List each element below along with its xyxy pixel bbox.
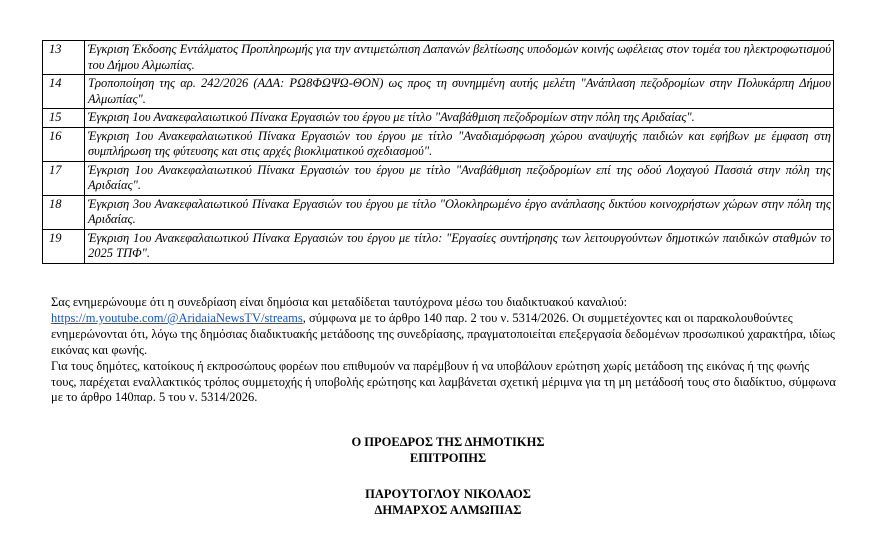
agenda-item-text: Έγκριση 1ου Ανακεφαλαιωτικού Πίνακα Εργασιών του έργου με τίτλο: "Εργασίες συντήρησης των λειτουργούντων δημοτικών παιδικών σταθμών το 2025 ΤΠΦ". [85, 229, 834, 263]
agenda-item-text: Τροποποίηση της αρ. 242/2026 (ΑΔΑ: ΡΩ8ΦΩΨΩ-ΘΟΝ) ως προς τη συνημμένη αυτής μελέτη "Ανάπλαση πεζοδρομίων στην Πολυκάρπη Δήμου Αλμωπίας". [85, 75, 834, 109]
agenda-item-text: Έγκριση Έκδοσης Εντάλματος Προπληρωμής για την αντιμετώπιση Δαπανών βελτίωσης υποδομών κοινής ωφέλειας στον τομέα του ηλεκτροφωτισμού του Δήμου Αλμωπίας. [85, 41, 834, 75]
alternative-participation-paragraph: Για τους δημότες, κατοίκους ή εκπροσώπους φορέων που επιθυμούν να παρέμβουν ή να υποβάλουν ερώτηση χωρίς μετάδοση της εικόνας ή της φωνής τους, παρέχεται εναλλακτικός τρόπος συμμετοχής ή υποβολής ερώτησης και λαμβάνεται σχετική μέριμνα για τη μη μετάδοσή τους στο διαδίκτυο, σύμφωνα με το άρθρο 140παρ. 5 του ν. 5314/2026. [51, 358, 836, 405]
agenda-item-number: 19 [43, 229, 85, 263]
signatory-block [0, 487, 896, 518]
agenda-row [43, 195, 834, 229]
agenda-item-number: 16 [43, 127, 85, 161]
broadcast-legal-text: , σύμφωνα με το άρθρο 140 παρ. 2 του ν. 5314/2026. Οι συμμετέχοντες και οι παρακολουθούντες ενημερώνονται ότι, λόγω της δημόσιας διαδικτυακής μετάδοσης της συνεδρίασης, πραγματοποιείται επεξεργασία δεδομένων προσωπικού χαρακτήρα, ιδίως εικόνας και φωνής. [51, 310, 835, 357]
president-title-line2: ΕΠΙΤΡΟΠΗΣ [409, 450, 487, 465]
broadcast-notice [51, 295, 837, 406]
agenda-row [43, 161, 834, 195]
agenda-item-number: 14 [43, 75, 85, 109]
agenda-row [43, 229, 834, 263]
signatory-role: ΔΗΜΑΡΧΟΣ ΑΛΜΩΠΙΑΣ [374, 502, 522, 517]
youtube-stream-link[interactable]: https://m.youtube.com/@AridaiaNewsTV/streams [51, 310, 303, 325]
president-title-block [0, 435, 896, 466]
agenda-row [43, 75, 834, 109]
agenda-item-text: Έγκριση 3ου Ανακεφαλαιωτικού Πίνακα Εργασιών του έργου με τίτλο "Ολοκληρωμένο έργο ανάπλασης δικτύου κοινοχρήστων χώρων στην πόλη της Αριδαίας. [85, 195, 834, 229]
agenda-item-text: Έγκριση 1ου Ανακεφαλαιωτικού Πίνακα Εργασιών του έργου με τίτλο "Αναβάθμιση πεζοδρομίων επί της οδού Λοχαγού Πασσιά στην πόλη της Αριδαίας". [85, 161, 834, 195]
agenda-item-number: 18 [43, 195, 85, 229]
agenda-table-body [43, 41, 834, 264]
agenda-item-text: Έγκριση 1ου Ανακεφαλαιωτικού Πίνακα Εργασιών του έργου με τίτλο "Αναδιαμόρφωση χώρου αναψυχής παιδιών και εφήβων με έμφαση στη συμπλήρωση της φύτευσης και στις αρχές βιοκλιματικού σχεδιασμού". [85, 127, 834, 161]
president-title-line1: Ο ΠΡΟΕΔΡΟΣ ΤΗΣ ΔΗΜΟΤΙΚΗΣ [351, 435, 545, 449]
agenda-row [43, 41, 834, 75]
agenda-item-number: 17 [43, 161, 85, 195]
broadcast-paragraph [51, 295, 837, 359]
agenda-item-text: Έγκριση 1ου Ανακεφαλαιωτικού Πίνακα Εργασιών του έργου με τίτλο "Αναβάθμιση πεζοδρομίων στην πόλη της Αριδαίας". [85, 109, 834, 128]
agenda-row [43, 109, 834, 128]
broadcast-intro-text: Σας ενημερώνουμε ότι η συνεδρίαση είναι δημόσια και μεταδίδεται ταυτόχρονα μέσω του διαδικτυακού καναλιού: [51, 295, 628, 309]
agenda-table [42, 40, 834, 264]
agenda-row [43, 127, 834, 161]
agenda-item-number: 13 [43, 41, 85, 75]
signatory-name: ΠΑΡΟΥΤΟΓΛΟΥ ΝΙΚΟΛΑΟΣ [365, 487, 531, 501]
agenda-item-number: 15 [43, 109, 85, 128]
